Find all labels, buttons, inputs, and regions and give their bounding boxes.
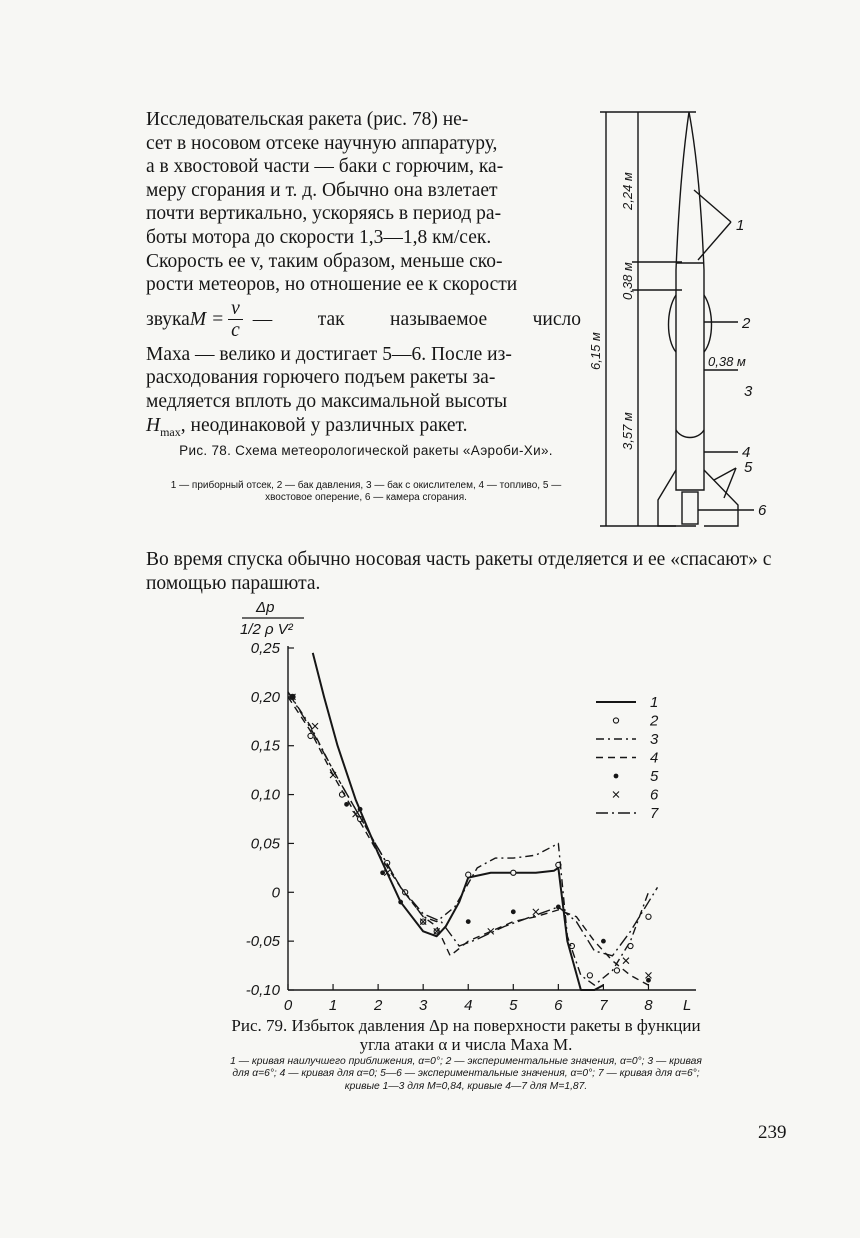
label-total-dim: 6,15 м [588, 332, 603, 370]
figure-79-caption: Рис. 79. Избыток давления Δp на поверхности ракеты в функции угла атаки α и числа Маха M. [231, 1016, 701, 1054]
y-tick-label: -0,10 [245, 982, 280, 999]
rocket-tank-bottom [676, 430, 704, 438]
legend-label: 7 [650, 805, 659, 822]
series-2-point [308, 733, 313, 738]
series-5-point [601, 939, 606, 944]
y-tick-label: 0,25 [250, 640, 280, 657]
text-line-hmax [146, 414, 581, 444]
label-part-4: 4 [742, 444, 751, 461]
rocket-fin-left [658, 470, 676, 526]
figure-78-caption: Рис. 78. Схема метеорологической ракеты «Аэроби-Хи». [179, 443, 553, 458]
rocket-pressure-tank-right [704, 295, 712, 352]
text-line: почти вертикально, ускоряясь в период ра- [146, 203, 502, 225]
page-number: 239 [758, 1122, 787, 1143]
label-part-1: 1 [736, 217, 745, 234]
x-axis-label: L [683, 997, 692, 1010]
hmax-subscript: max [160, 424, 181, 439]
series-6-point [623, 958, 629, 964]
x-tick-label: 7 [599, 997, 608, 1010]
series-2-point [646, 914, 651, 919]
x-tick-label: 4 [464, 997, 473, 1010]
leader-line-1a [694, 190, 731, 222]
y-axis-label [240, 599, 304, 638]
paragraph-parachute: Во время спуска обычно носовая часть ракеты отделяется и ее «спасают» с помощью парашюта. [146, 549, 772, 594]
series-5-point [511, 909, 516, 914]
text-line: медляется вплоть до максимальной высоты [146, 390, 508, 412]
chart-axes [288, 646, 696, 990]
label-part-3: 3 [744, 383, 753, 400]
mach-prefix: звука [146, 308, 190, 330]
y-tick-label: -0,05 [245, 933, 280, 951]
legend-label: 2 [650, 712, 659, 730]
text-line: рости метеоров, но отношение ее к скорости [146, 274, 518, 296]
x-tick-label: 8 [644, 997, 653, 1010]
mach-denominator: c [231, 320, 240, 342]
figure-79-chart [226, 598, 716, 1010]
rocket-fin-right [704, 470, 738, 526]
text-line: Маха — велико и достигает 5—6. После из- [146, 343, 512, 365]
series-5-point [380, 870, 385, 875]
label-bottom-dim: 3,57 м [620, 412, 635, 450]
text-line: Исследовательская ракета (рис. 78) не- [146, 109, 469, 130]
figure-78-caption-detail: 1 — приборный отсек, 2 — бак давления, 3 — бак с окислителем, 4 — топливо, 5 — хвостовое оперение, 6 — камера сгорания. [170, 480, 562, 503]
x-tick-label: 2 [373, 997, 383, 1010]
series-5-point [358, 807, 363, 812]
y-tick-label: 0,05 [250, 835, 280, 853]
hmax-rest: , неодинаковой у различных ракет. [180, 414, 468, 436]
y-label-numerator: Δp [256, 599, 275, 616]
y-tick-label: 0,15 [250, 737, 280, 755]
series-4-line [288, 697, 648, 985]
label-middle-dim: 0,38 м [620, 262, 635, 300]
mach-formula-line [146, 297, 581, 343]
rocket-body [676, 112, 704, 490]
legend-label: 4 [650, 749, 659, 767]
series-5-point [466, 919, 471, 924]
y-tick-label: 0 [271, 884, 280, 902]
figure-78-rocket-diagram [586, 100, 786, 532]
x-tick-label: 5 [509, 997, 518, 1010]
series-6-point [312, 723, 318, 729]
x-tick-label: 1 [328, 997, 338, 1010]
legend-label: 1 [650, 694, 659, 711]
series-6-point [645, 972, 651, 978]
series-2-point [587, 973, 592, 978]
label-part-2: 2 [742, 315, 751, 332]
text-line: расходования горючего подъем ракеты за- [146, 367, 496, 389]
series-5-point [398, 900, 403, 905]
leader-line-5a [714, 468, 736, 480]
paragraph-rocket-description [146, 108, 581, 444]
figure-79-caption-detail: 1 — кривая наилучшего приближения, α=0°; 2 — экспериментальные значения, α=0°; 3 — кривая для α=6°; 4 — кривая для α=0; 5—6 — экспериментальные значения, α=0°; 7 — кривая для α=6°; кривые 1—3 для M=0,84, кривые 4—7 для M=1,87. [230, 1056, 702, 1092]
series-2-point [466, 872, 471, 877]
rocket-pressure-tank-left [669, 295, 677, 352]
rocket-combustion-chamber [682, 492, 698, 524]
legend-label: 6 [650, 786, 659, 804]
label-top-dim: 2,24 м [620, 172, 635, 210]
y-tick-label: 0,20 [250, 688, 280, 706]
series-1-line [313, 653, 604, 990]
series-6-point [533, 909, 539, 915]
legend-label: 5 [650, 768, 659, 785]
legend-marker [614, 774, 619, 779]
x-tick-label: 6 [554, 997, 563, 1010]
text-line: меру сгорания и т. д. Обычно она взлетает [146, 179, 498, 201]
legend-marker [613, 718, 618, 723]
legend-marker [613, 792, 619, 798]
mach-fraction [228, 299, 243, 341]
hmax-variable: H [146, 414, 161, 436]
label-part-5: 5 [744, 459, 753, 476]
x-tick-label: 0 [283, 997, 293, 1010]
label-part-6: 6 [758, 502, 767, 519]
legend-label: 3 [650, 731, 659, 748]
text-line: сет в носовом отсеке научную аппаратуру, [146, 132, 498, 154]
mach-formula [190, 299, 247, 341]
text-line: Скорость ее v, таким образом, меньше ско- [146, 250, 503, 272]
mach-suffix: — так называемое число [252, 308, 581, 330]
series-5-point [344, 802, 349, 807]
y-tick-label: 0,10 [250, 786, 280, 804]
x-tick-label: 3 [419, 997, 428, 1010]
series-2-point [511, 870, 516, 875]
label-diameter: 0,38 м [708, 354, 746, 369]
leader-line-5b [724, 468, 736, 498]
mach-numerator: v [228, 299, 243, 321]
text-line: а в хвостовой части — баки с горючим, ка- [146, 156, 504, 178]
series-2-point [614, 968, 619, 973]
text-line: боты мотора до скорости 1,3—1,8 км/сек. [146, 226, 492, 248]
series-5-point [646, 978, 651, 983]
series-7-line [288, 692, 657, 956]
mach-symbol: M = [189, 308, 225, 330]
y-label-denominator: 1/2 ρ V² [240, 621, 293, 638]
